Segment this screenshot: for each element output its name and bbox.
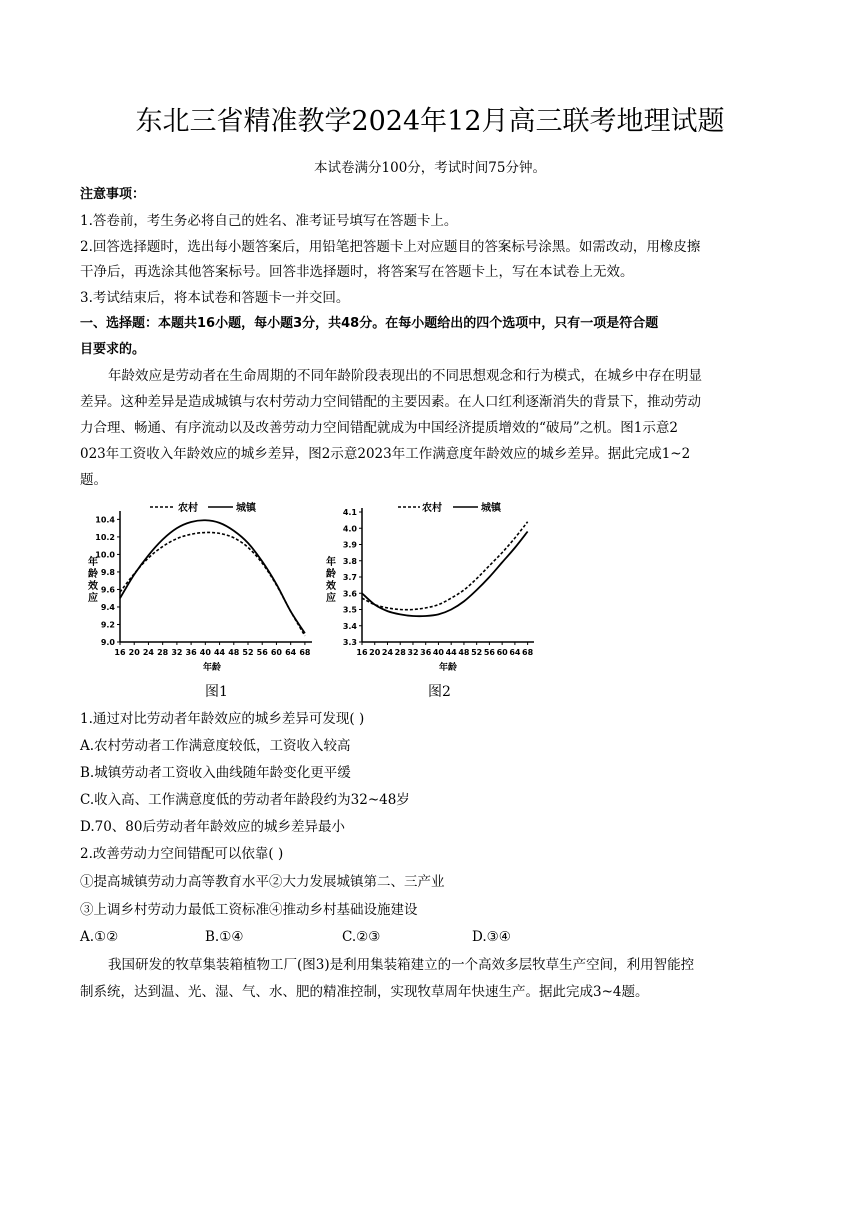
x-tick-label: 48 [228,648,240,657]
y-tick-label: 3.8 [342,556,357,566]
x-tick-label: 56 [483,648,495,657]
x-tick-label: 24 [142,648,155,657]
x-tick-label: 16 [114,648,126,657]
y-tick-label: 4.1 [342,508,357,517]
y-tick-label: 3.9 [342,540,357,550]
x-axis-label: 年龄 [438,663,458,673]
y-tick-label: 3.7 [342,573,357,582]
notice-item: 干净后，再选涂其他答案标号。回答非选择题时，将答案写在答题卡上，写在本试卷上无效。 [80,264,634,280]
figure-1-caption: 图1 [205,684,228,700]
y-tick-label: 9.8 [100,567,115,577]
legend-urban-label: 城镇 [236,503,256,514]
y-axis-label-char: 龄 [88,569,98,580]
series-line-urban [120,520,305,633]
question-2-option-b: B.①④ [205,929,244,945]
x-tick-label: 44 [445,648,457,657]
figure-1-chart [80,495,340,675]
figure-2-legend [398,501,502,514]
notice-item: 2.回答选择题时，选出每小题答案后，用铅笔把答题卡上对应题目的答案标号涂黑。如需改动，用橡皮擦 [80,239,701,255]
passage-line: 我国研发的牧草集装箱植物工厂(图3)是利用集装箱建立的一个高效多层牧草生产空间，利用智能控 [108,957,695,973]
notice-item: 1.答卷前，考生务必将自己的姓名、准考证号填写在答题卡上。 [80,213,458,229]
x-tick-label: 28 [157,648,169,657]
figure-1-legend [150,501,257,514]
x-tick-label: 20 [369,648,381,657]
x-tick-label: 52 [471,648,483,657]
y-tick-label: 3.3 [342,638,357,647]
y-axis-label-char: 应 [88,593,98,604]
question-2-option-a: A.①② [80,929,119,945]
question-2-option-d: D.③④ [472,929,511,945]
passage-line: 差异。这种差异是造成城镇与农村劳动力空间错配的主要因素。在人口红利逐渐消失的背景下，推动劳动 [80,394,701,410]
y-tick-label: 4.0 [342,524,357,534]
legend-urban-label: 城镇 [481,503,501,514]
figure-2-caption: 图2 [428,684,451,700]
y-tick-label: 9.6 [100,585,115,595]
passage-line: 力合理、畅通、有序流动以及改善劳动力空间错配就成为中国经济提质增效的“破局”之机。图1示意2 [80,420,678,436]
y-axis-label-char: 效 [326,581,336,592]
y-tick-label: 9.4 [100,602,115,612]
x-tick-label: 60 [270,648,283,657]
x-tick-label: 40 [432,648,445,657]
x-tick-label: 68 [522,648,534,657]
question-1-option-b: B.城镇劳动者工资收入曲线随年龄变化更平缓 [80,765,351,781]
question-2-option-c: C.②③ [342,929,381,945]
question-2-stem: 2.改善劳动力空间错配可以依靠( ) [80,846,284,862]
y-tick-label: 10.2 [95,532,115,542]
x-tick-label: 32 [407,648,419,657]
x-tick-label: 28 [394,648,406,657]
figure-2-chart [318,495,548,675]
y-axis-label-char: 应 [326,593,336,604]
question-2-items: ③上调乡村劳动力最低工资标准④推动乡村基础设施建设 [80,902,418,918]
legend-rural-label: 农村 [422,503,442,514]
y-tick-label: 3.5 [342,605,357,615]
y-tick-label: 3.6 [342,589,357,599]
passage-line: 制系统，达到温、光、湿、气、水、肥的精准控制，实现牧草周年快速生产。据此完成3~4题。 [80,984,649,1000]
x-axis-label: 年龄 [202,663,222,673]
question-1-option-c: C.收入高、工作满意度低的劳动者年龄段约为32~48岁 [80,792,410,808]
series-line-rural [362,522,528,610]
x-tick-label: 32 [171,648,183,657]
x-tick-label: 24 [381,648,394,657]
x-tick-label: 16 [356,648,368,657]
y-tick-label: 10.0 [95,550,115,560]
y-tick-label: 9.2 [100,620,115,630]
passage-line: 023年工资收入年龄效应的城乡差异，图2示意2023年工作满意度年龄效应的城乡差异。据此完成1~2 [80,446,691,462]
x-tick-label: 64 [285,648,297,657]
question-1-stem: 1.通过对比劳动者年龄效应的城乡差异可发现( ) [80,711,365,727]
question-1-option-d: D.70、80后劳动者年龄效应的城乡差异最小 [80,819,345,835]
x-tick-label: 56 [256,648,268,657]
x-tick-label: 48 [458,648,470,657]
x-tick-label: 52 [242,648,254,657]
y-tick-label: 10.4 [95,515,115,525]
x-tick-label: 20 [128,648,140,657]
x-tick-label: 64 [509,648,521,657]
x-tick-label: 36 [420,648,432,657]
x-tick-label: 60 [496,648,508,657]
legend-rural-label: 农村 [178,503,198,514]
notice-item: 3.考试结束后，将本试卷和答题卡一并交回。 [80,290,350,306]
section-heading-cont: 目要求的。 [80,342,146,357]
notice-heading: 注意事项： [80,187,146,202]
section-heading: 一、选择题：本题共16小题，每小题3分，共48分。在每小题给出的四个选项中，只有一项是符合题 [80,316,659,331]
x-tick-label: 40 [199,648,211,657]
passage-line: 年龄效应是劳动者在生命周期的不同年龄阶段表现出的不同思想观念和行为模式，在城乡中存在明显 [108,368,702,384]
x-tick-label: 68 [299,648,311,657]
exam-subtitle: 本试卷满分100分，考试时间75分钟。 [314,160,546,176]
passage-line: 题。 [80,472,107,488]
question-2-items: ①提高城镇劳动力高等教育水平②大力发展城镇第二、三产业 [80,874,445,890]
y-tick-label: 3.4 [342,621,357,631]
y-tick-label: 9.0 [100,638,115,647]
x-tick-label: 36 [185,648,197,657]
y-axis-label-char: 效 [88,581,98,592]
series-line-urban [362,532,528,617]
y-axis-label-char: 龄 [326,569,336,580]
x-tick-label: 44 [213,648,226,657]
question-1-option-a: A.农村劳动者工作满意度较低，工资收入较高 [80,738,351,754]
y-axis-label-char: 年 [88,557,98,568]
exam-title: 东北三省精准教学2024年12月高三联考地理试题 [135,106,725,137]
y-axis-label-char: 年 [326,557,336,568]
